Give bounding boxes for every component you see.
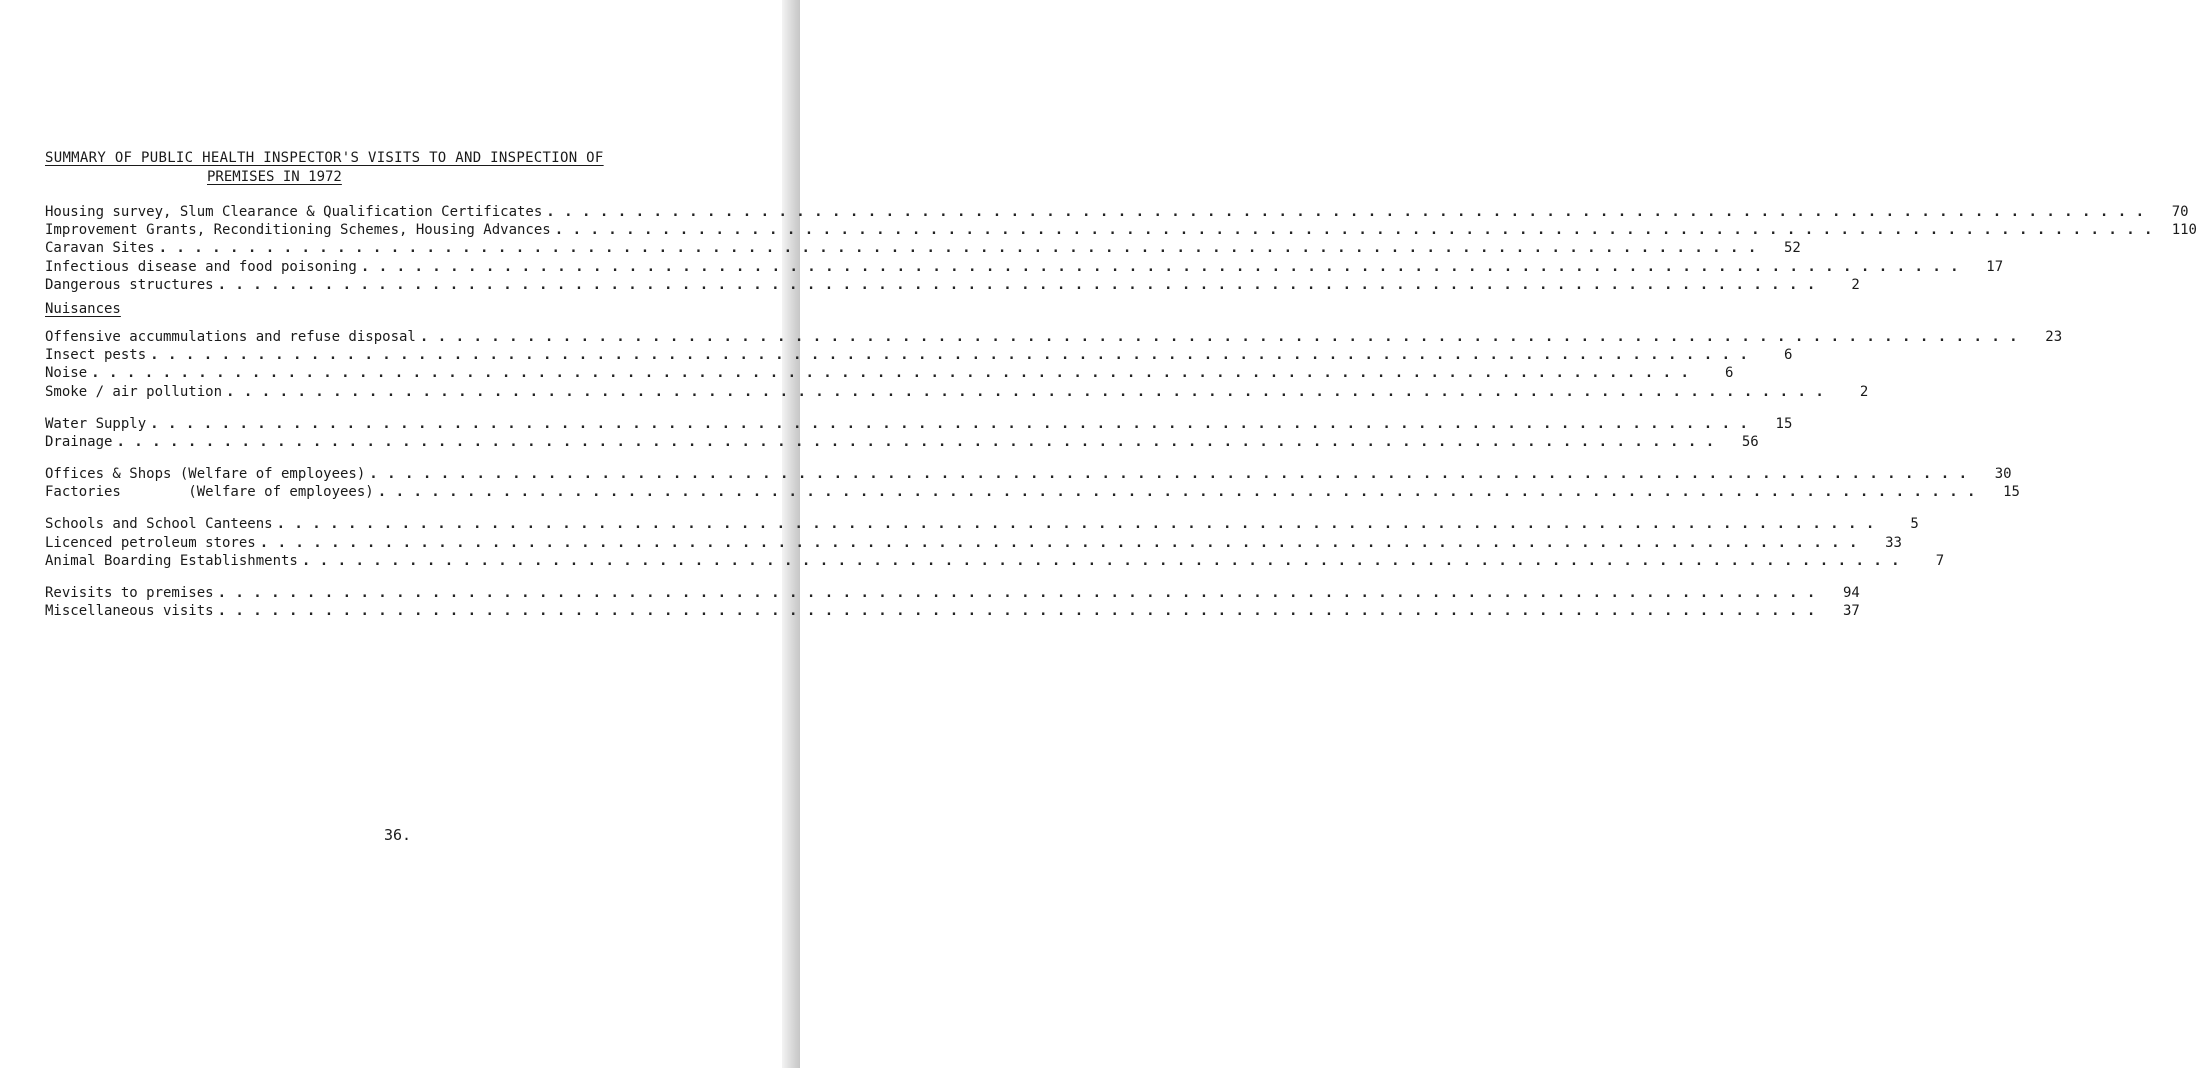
- page-title: SUMMARY OF PUBLIC HEALTH INSPECTOR'S VISITS TO AND INSPECTION OF: [45, 150, 604, 166]
- table-row: [45, 534, 1902, 552]
- group-water: [45, 415, 1793, 451]
- table-row: [45, 364, 1734, 382]
- page-subtitle: PREMISES IN 1972: [207, 169, 342, 185]
- table-row: [45, 239, 1801, 257]
- dot-leader: . . . . . . . . . . . . . . . . . . . . . . . . . . . . . . . . . . . . . . . . . . . . . . . . . . . . . . . . . . . . . . . . . . . . . . . . . . . . . . . . . . . . . . . . . .: [217, 585, 1816, 601]
- row-value: 15: [2003, 484, 2020, 501]
- row-value: 94: [1842, 585, 1860, 601]
- row-label: Caravan Sites: [45, 240, 155, 257]
- row-label: Offensive accummulations and refuse disposal: [45, 328, 416, 345]
- row-value: 23: [2045, 328, 2063, 345]
- row-value: 30: [1994, 466, 2012, 483]
- dot-leader: . . . . . . . . . . . . . . . . . . . . . . . . . . . . . . . . . . . . . . . . . . . . . . . . . . . . . . . . . . . . . . . . . . . . . . . . . . . . . . . . . . . . . . . . . .: [91, 365, 1690, 382]
- group-establishments: [45, 515, 1945, 570]
- row-label: Drainage: [45, 433, 113, 450]
- table-row: [45, 258, 2004, 276]
- dot-leader: . . . . . . . . . . . . . . . . . . . . . . . . . . . . . . . . . . . . . . . . . . . . . . . . . . . . . . . . . . . . . . . . . . . . . . . . . . . . . . . . . . . . . . . . . .: [546, 204, 2145, 220]
- row-value: 17: [1986, 258, 2004, 275]
- row-value: 7: [1935, 552, 1945, 569]
- table-row: [45, 415, 1793, 433]
- table-row: [45, 483, 2020, 501]
- row-value: 15: [1775, 415, 1793, 432]
- table-row: [45, 276, 1860, 294]
- dot-leader: . . . . . . . . . . . . . . . . . . . . . . . . . . . . . . . . . . . . . . . . . . . . . . . . . . . . . . . . . . . . . . . . . . . . . . . . . . . . . . . . . . . . . . . . . .: [116, 433, 1715, 450]
- table-row: [45, 433, 1759, 451]
- dot-leader: . . . . . . . . . . . . . . . . . . . . . . . . . . . . . . . . . . . . . . . . . . . . . . . . . . . . . . . . . . . . . . . . . . . . . . . . . . . . . . . . . . . . . . . . . .: [150, 415, 1749, 432]
- dot-leader: . . . . . . . . . . . . . . . . . . . . . . . . . . . . . . . . . . . . . . . . . . . . . . . . . . . . . . . . . . . . . . . . . . . . . . . . . . . . . . . . . . . . . . . . . .: [360, 258, 1960, 275]
- dot-leader: . . . . . . . . . . . . . . . . . . . . . . . . . . . . . . . . . . . . . . . . . . . . . . . . . . . . . . . . . . . . . . . . . . . . . . . . . . . . . . . . . . . . . . . . . .: [158, 240, 1757, 257]
- row-label: Dangerous structures: [45, 276, 214, 293]
- document: [45, 150, 2197, 620]
- page-number: 36.: [384, 826, 412, 844]
- dot-leader: . . . . . . . . . . . . . . . . . . . . . . . . . . . . . . . . . . . . . . . . . . . . . . . . . . . . . . . . . . . . . . . . . . . . . . . . . . . . . . . . . . . . . . . . . .: [419, 328, 2019, 345]
- row-label: Water Supply: [45, 415, 147, 432]
- table-row: [45, 584, 1860, 602]
- group-workplaces: [45, 465, 2020, 501]
- row-value: 33: [1885, 534, 1902, 551]
- row-label: Smoke / air pollution: [45, 383, 223, 400]
- group-housing: [45, 203, 2197, 294]
- dot-leader: . . . . . . . . . . . . . . . . . . . . . . . . . . . . . . . . . . . . . . . . . . . . . . . . . . . . . . . . . . . . . . . . . . . . . . . . . . . . . . . . . . . . . . . . . .: [259, 534, 1858, 551]
- row-label: Infectious disease and food poisoning: [45, 258, 357, 275]
- row-label: Animal Boarding Establishments: [45, 552, 298, 569]
- row-label: Schools and School Canteens: [45, 516, 273, 533]
- row-value: 6: [1783, 347, 1793, 364]
- row-label: Improvement Grants, Reconditioning Schemes, Housing Advances: [45, 222, 551, 239]
- row-value: 37: [1842, 603, 1860, 620]
- dot-leader: . . . . . . . . . . . . . . . . . . . . . . . . . . . . . . . . . . . . . . . . . . . . . . . . . . . . . . . . . . . . . . . . . . . . . . . . . . . . . . . . . . . . . . . . . .: [369, 466, 1968, 483]
- row-label: Noise: [45, 365, 88, 382]
- table-row: [45, 346, 1793, 364]
- table-row: [45, 203, 2189, 221]
- dot-leader: . . . . . . . . . . . . . . . . . . . . . . . . . . . . . . . . . . . . . . . . . . . . . . . . . . . . . . . . . . . . . . . . . . . . . . . . . . . . . . . . . . . . . . . . . .: [276, 516, 1875, 533]
- nuisances-heading: Nuisances: [45, 300, 121, 317]
- dot-leader: . . . . . . . . . . . . . . . . . . . . . . . . . . . . . . . . . . . . . . . . . . . . . . . . . . . . . . . . . . . . . . . . . . . . . . . . . . . . . . . . . . . . . . . . . .: [217, 276, 1816, 293]
- table-row: [45, 465, 2012, 483]
- row-label: Housing survey, Slum Clearance & Qualification Certificates: [45, 204, 543, 220]
- row-value: 70: [2171, 204, 2189, 220]
- row-label: Offices & Shops (Welfare of employees): [45, 466, 366, 483]
- dot-leader: . . . . . . . . . . . . . . . . . . . . . . . . . . . . . . . . . . . . . . . . . . . . . . . . . . . . . . . . . . . . . . . . . . . . . . . . . . . . . . . . . . . . . . . . . .: [377, 484, 1976, 501]
- row-label: Revisits to premises: [45, 585, 214, 601]
- visits-table: [45, 203, 2197, 620]
- group-revisits: [45, 584, 1860, 620]
- row-label: Insect pests: [45, 347, 147, 364]
- row-label: Factories (Welfare of employees): [45, 484, 374, 501]
- row-value: 2: [1859, 383, 1869, 400]
- table-row: [45, 602, 1860, 620]
- group-nuisances: [45, 328, 2063, 401]
- dot-leader: . . . . . . . . . . . . . . . . . . . . . . . . . . . . . . . . . . . . . . . . . . . . . . . . . . . . . . . . . . . . . . . . . . . . . . . . . . . . . . . . . . . . . . . . . .: [226, 383, 1825, 400]
- table-row: [45, 328, 2063, 346]
- row-value: 5: [1910, 516, 1919, 533]
- dot-leader: . . . . . . . . . . . . . . . . . . . . . . . . . . . . . . . . . . . . . . . . . . . . . . . . . . . . . . . . . . . . . . . . . . . . . . . . . . . . . . . . . . . . . . . . . .: [301, 552, 1901, 569]
- dot-leader: . . . . . . . . . . . . . . . . . . . . . . . . . . . . . . . . . . . . . . . . . . . . . . . . . . . . . . . . . . . . . . . . . . . . . . . . . . . . . . . . . . . . . . . . . .: [554, 222, 2153, 239]
- dot-leader: . . . . . . . . . . . . . . . . . . . . . . . . . . . . . . . . . . . . . . . . . . . . . . . . . . . . . . . . . . . . . . . . . . . . . . . . . . . . . . . . . . . . . . . . . .: [150, 347, 1749, 364]
- row-value: 52: [1783, 240, 1801, 257]
- row-label: Miscellaneous visits: [45, 603, 214, 620]
- dot-leader: . . . . . . . . . . . . . . . . . . . . . . . . . . . . . . . . . . . . . . . . . . . . . . . . . . . . . . . . . . . . . . . . . . . . . . . . . . . . . . . . . . . . . . . . . .: [217, 603, 1816, 620]
- table-row: [45, 552, 1945, 570]
- table-row: [45, 383, 1869, 401]
- table-row: [45, 221, 2197, 239]
- row-label: Licenced petroleum stores: [45, 534, 256, 551]
- row-value: 110: [2171, 222, 2197, 239]
- table-row: [45, 515, 1919, 533]
- row-value: 2: [1851, 276, 1860, 293]
- row-value: 6: [1724, 365, 1734, 382]
- row-value: 56: [1741, 433, 1759, 450]
